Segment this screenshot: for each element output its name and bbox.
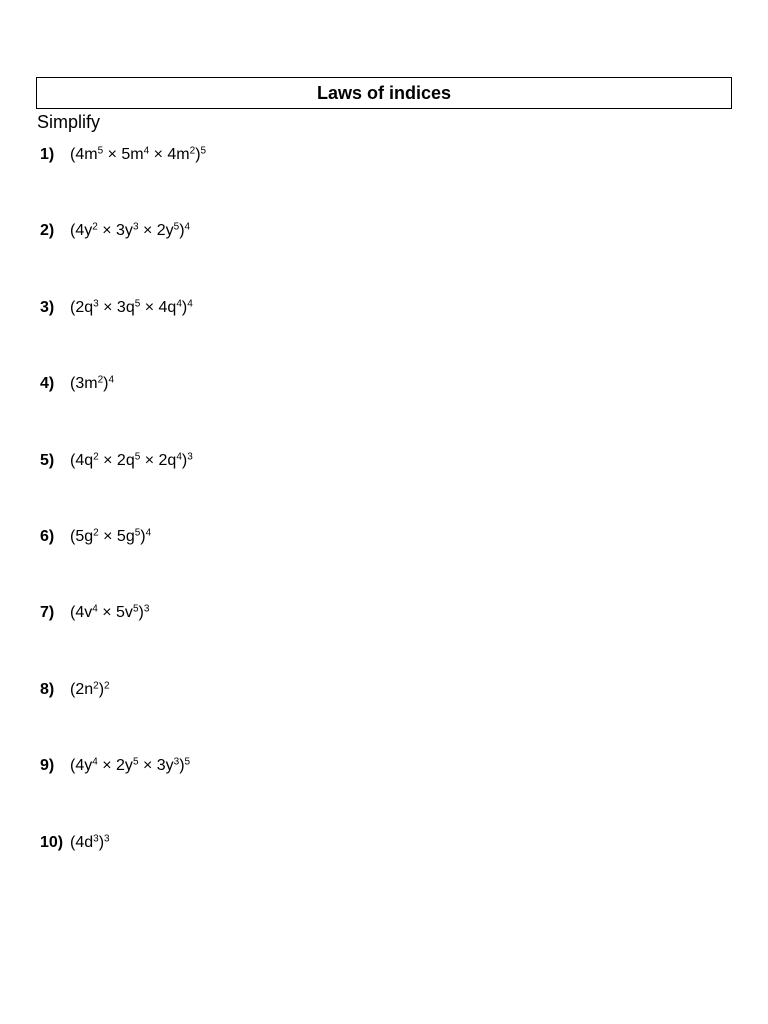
expression-exponent: 2 [93,451,99,463]
expression-exponent: 4 [187,298,193,310]
question-number: 10) [40,834,64,851]
question-item [40,681,110,699]
expression-base: × 5v [97,604,133,621]
expression-exponent: 2 [92,221,98,233]
expression-exponent: 5 [132,603,139,615]
question-item [40,146,206,164]
question-item [40,834,110,852]
worksheet-title: Laws of indices [316,82,452,103]
expression-base: ) [179,757,185,774]
expression-exponent: 4 [145,527,152,539]
question-expression [70,604,149,622]
question-expression [70,834,110,852]
expression-base: × 5g [98,528,135,545]
expression-exponent: 4 [184,221,191,233]
expression-base: × 3y [138,757,174,774]
expression-exponent: 3 [104,833,110,845]
expression-exponent: 4 [176,298,182,310]
expression-exponent: 3 [132,221,139,233]
expression-exponent: 2 [97,374,104,386]
question-number: 4) [40,375,55,392]
expression-base: (4q [70,452,94,469]
expression-base: ) [138,604,144,621]
expression-exponent: 4 [143,145,150,157]
expression-base: (3m [70,375,98,392]
expression-exponent: 5 [134,451,141,463]
expression-base: × 2q [98,452,135,469]
question-number: 3) [40,299,55,316]
question-expression [70,528,151,546]
expression-exponent: 4 [108,374,115,386]
expression-exponent: 3 [93,298,99,310]
question-expression [70,146,206,164]
question-item [40,604,149,622]
question-number: 8) [40,681,55,698]
expression-exponent: 4 [176,451,182,463]
expression-base: × 2y [97,757,133,774]
expression-base: (4y [70,222,93,239]
expression-base: (4v [70,604,93,621]
expression-base: × 4m [149,146,190,163]
expression-base: × 3y [97,222,133,239]
expression-base: (5g [70,528,94,545]
question-number: 5) [40,452,55,469]
expression-exponent: 4 [92,756,98,768]
question-expression [70,681,110,699]
question-expression [70,375,114,393]
expression-base: ) [103,375,109,392]
expression-base: × 3q [98,299,135,316]
expression-exponent: 3 [187,451,193,463]
question-number: 9) [40,757,55,774]
expression-exponent: 2 [189,145,196,157]
question-expression [70,222,190,240]
expression-base: ) [179,222,185,239]
question-expression [70,299,193,317]
expression-exponent: 5 [200,145,207,157]
expression-base: (4m [70,146,98,163]
expression-exponent: 3 [93,833,99,845]
expression-exponent: 5 [134,527,141,539]
expression-base: ) [181,299,188,316]
expression-base: (2q [70,299,94,316]
expression-exponent: 2 [93,527,99,539]
expression-exponent: 5 [132,756,139,768]
question-item [40,452,193,470]
expression-base: ) [195,146,201,163]
expression-exponent: 2 [104,680,110,692]
expression-exponent: 5 [97,145,104,157]
instruction-text: Simplify [37,112,101,132]
question-item [40,757,190,775]
expression-exponent: 3 [173,756,180,768]
expression-base: (2n [70,681,94,698]
question-expression [70,452,193,470]
expression-exponent: 5 [173,221,180,233]
question-number: 2) [40,222,55,239]
question-number: 1) [40,146,55,163]
expression-base: × 4q [140,299,177,316]
expression-base: ) [98,834,105,851]
expression-base: × 2q [140,452,177,469]
expression-exponent: 3 [143,603,150,615]
question-expression [70,757,190,775]
expression-base: × 2y [138,222,174,239]
question-item [40,222,190,240]
expression-exponent: 5 [134,298,141,310]
expression-base: ) [98,681,105,698]
expression-exponent: 2 [93,680,99,692]
expression-base: × 5m [103,146,144,163]
question-number: 7) [40,604,55,621]
question-number: 6) [40,528,55,545]
question-item [40,375,114,393]
expression-exponent: 4 [92,603,98,615]
expression-base: ) [181,452,188,469]
expression-base: ) [140,528,146,545]
expression-base: (4y [70,757,93,774]
expression-exponent: 5 [184,756,191,768]
expression-base: (4d [70,834,94,851]
question-item [40,299,193,317]
title-box [36,77,732,109]
question-item [40,528,151,546]
